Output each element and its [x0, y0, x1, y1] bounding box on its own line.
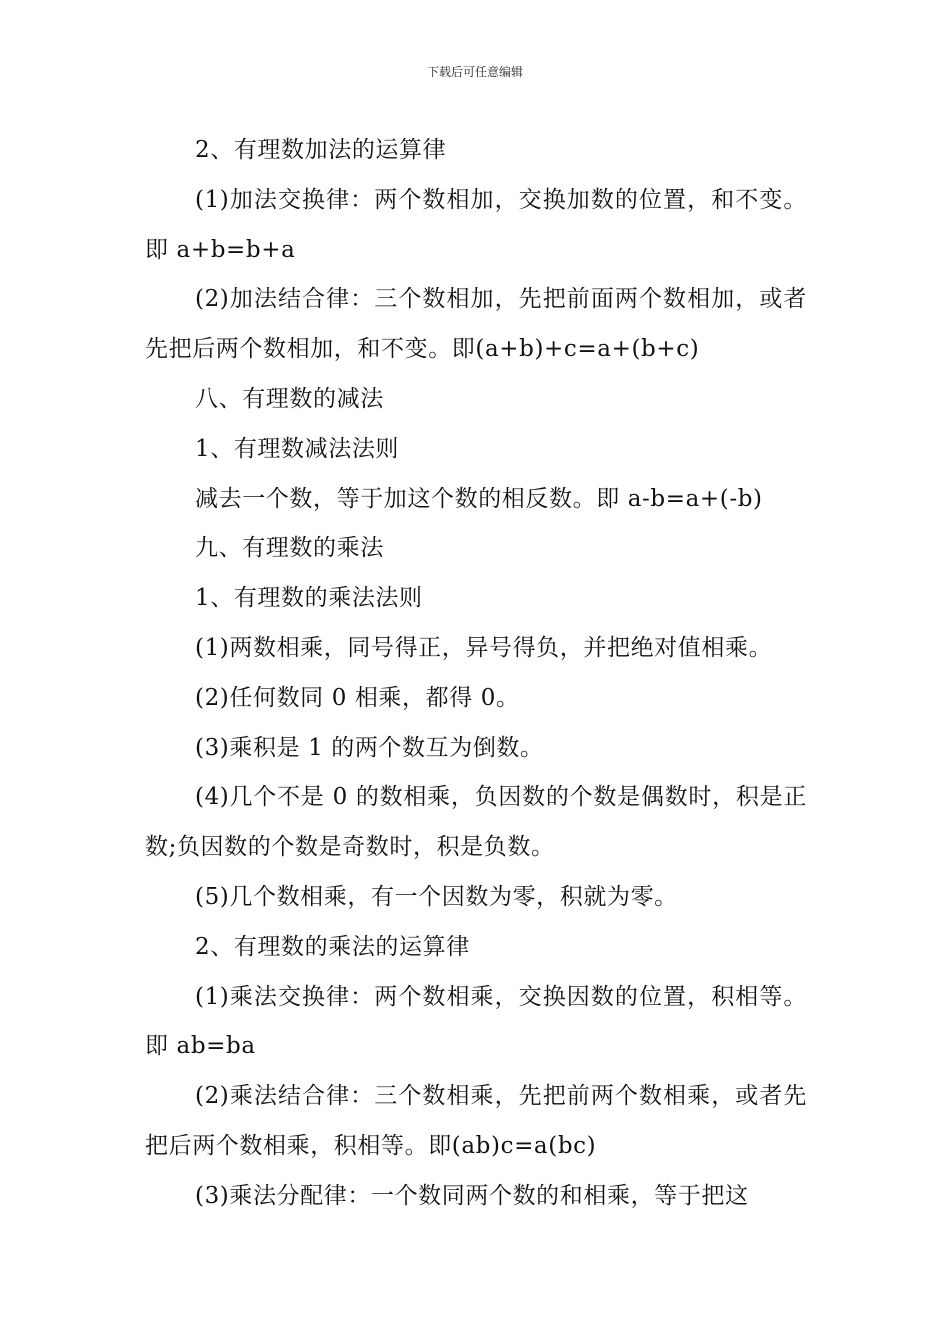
paragraph: 八、有理数的减法 [195, 385, 384, 412]
paragraph: (4)几个不是 0 的数相乘，负因数的个数是偶数时，积是正数;负因数的个数是奇数时，积是负数。 [145, 784, 807, 861]
paragraph: (1)两数相乘，同号得正，异号得负，并把绝对值相乘。 [195, 634, 773, 661]
paragraph: 减去一个数，等于加这个数的相反数。即 a-b=a+(-b) [195, 485, 763, 512]
paragraph: (1)加法交换律：两个数相加，交换加数的位置，和不变。即 a+b=b+a [145, 186, 807, 263]
paragraph: 2、有理数加法的运算律 [195, 137, 447, 163]
paragraph: 2、有理数的乘法的运算律 [195, 933, 470, 960]
paragraph: (3)乘积是 1 的两个数互为倒数。 [195, 734, 544, 761]
paragraph: 九、有理数的乘法 [195, 535, 384, 562]
paragraph: (2)乘法结合律：三个数相乘，先把前两个数相乘，或者先把后两个数相乘，积相等。即(ab)c=a(bc) [145, 1083, 807, 1159]
paragraph: (2)任何数同 0 相乘，都得 0。 [195, 684, 520, 711]
paragraph: (2)加法结合律：三个数相加，先把前面两个数相加，或者先把后两个数相加，和不变。即(a+b)+c=a+(b+c) [145, 286, 807, 363]
paragraph: 1、有理数的乘法法则 [195, 585, 423, 612]
paragraph: (5)几个数相乘，有一个因数为零，积就为零。 [195, 883, 678, 910]
paragraph: (3)乘法分配律：一个数同两个数的和相乘，等于把这 [195, 1182, 749, 1209]
document-body [145, 126, 807, 1222]
paragraph: (1)乘法交换律：两个数相乘，交换因数的位置，积相等。即 ab=ba [145, 983, 807, 1060]
paragraph: 1、有理数减法法则 [195, 435, 400, 462]
page-header: 下载后可任意编辑 [426, 65, 523, 79]
